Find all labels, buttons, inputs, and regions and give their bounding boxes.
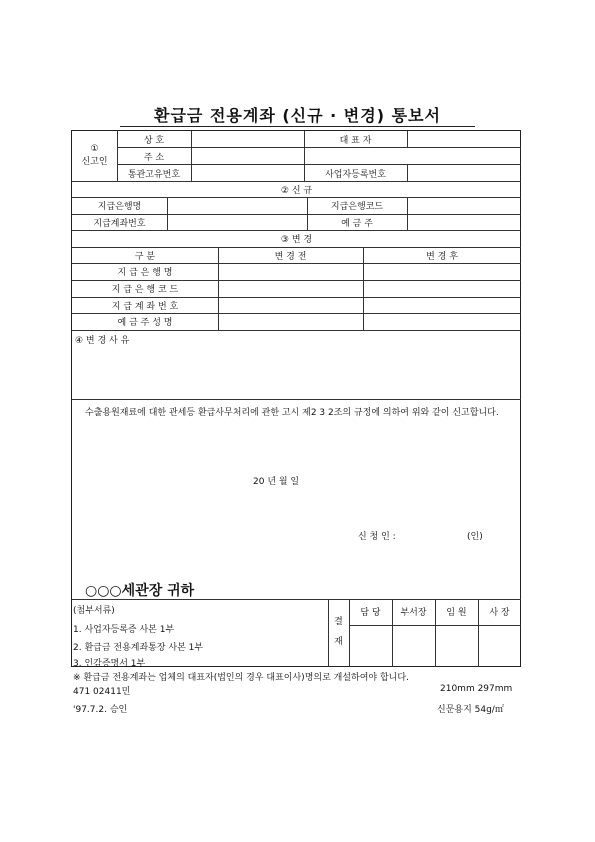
new-section-header: ② 신 규 (280, 185, 313, 196)
addressee: ○○○세관장 귀하 (85, 583, 195, 599)
paper-size: 210mm 297mm (440, 684, 513, 694)
approval-label (328, 598, 349, 666)
declaration-text: 수출용원재료에 대한 관세등 환급사무처리에 관한 고시 제2 3 2조의 규정에 의하여 위와 같이 신고합니다. (85, 408, 499, 418)
bank-code-label: 지급은행코드 (330, 202, 384, 212)
depositor-label: 예 금 주 (341, 218, 373, 229)
approval-col-president: 사 장 (489, 607, 510, 618)
address-label: 주 소 (143, 152, 165, 163)
customs-code-label: 통관고유번호 (127, 169, 181, 180)
change-row-label: 지 급 은 행 코 드 (111, 285, 179, 295)
bank-name-value[interactable] (167, 197, 307, 214)
attachment-item: 1. 사업자등록증 사본 1부 (73, 625, 175, 635)
approval-label-line: 재 (334, 637, 343, 647)
section-title: 신고인 (81, 157, 108, 167)
section-number: ① (90, 144, 99, 154)
date-line: 20 년 월 일 (253, 477, 300, 487)
depositor-value[interactable] (407, 214, 521, 230)
account-no-label: 지급계좌번호 (93, 218, 146, 229)
attachments-header: (첨부서류) (73, 606, 115, 616)
col-after: 변 경 후 (426, 251, 458, 262)
company-value[interactable] (191, 131, 304, 147)
col-before: 변 경 전 (274, 251, 307, 262)
business-reg-label: 사업자등록번호 (325, 169, 386, 180)
form-title: 환급금 전용계좌 (신규 · 변경) 통보서 (154, 106, 441, 125)
seal-label: (인) (467, 532, 483, 542)
change-section-header: ③ 변 경 (280, 235, 313, 245)
approval-label-line: 결 (334, 617, 343, 627)
change-row-label: 지 급 계 좌 번 호 (111, 301, 179, 312)
change-row-label: 예 금 주 성 명 (117, 318, 173, 328)
attachment-item: 2. 환급금 전용계좌통장 사본 1부 (73, 643, 204, 653)
reporter-section-label (72, 131, 117, 181)
customs-code-value[interactable] (191, 165, 304, 181)
reason-label: ④ 변 경 사 유 (75, 336, 130, 346)
approval-date: '97.7.2. 승인 (73, 705, 128, 715)
bank-code-value[interactable] (407, 197, 521, 214)
business-reg-value[interactable] (407, 165, 521, 181)
approval-sign-box[interactable] (478, 625, 521, 666)
approval-sign-box[interactable] (435, 625, 478, 666)
representative-value[interactable] (407, 131, 521, 147)
approval-sign-box[interactable] (349, 625, 392, 666)
account-no-value[interactable] (167, 214, 307, 230)
approval-col-staff: 담 당 (360, 607, 381, 618)
representative-label: 대 표 자 (339, 135, 372, 146)
address-value[interactable] (191, 148, 521, 164)
col-category: 구 분 (134, 251, 156, 262)
change-row-label: 지 급 은 행 명 (117, 268, 173, 278)
approval-sign-box[interactable] (392, 625, 435, 666)
title-underline (120, 126, 475, 127)
approval-col-manager: 부서장 (400, 607, 427, 618)
form-number: 471 02411민 (73, 687, 131, 697)
footer-note: ※ 환급금 전용계좌는 업체의 대표자(법인의 경우 대표이사)명의로 개설하여야 합니다. (73, 673, 409, 683)
approval-col-executive: 임 원 (446, 607, 467, 618)
paper-type: 신문용지 54g/㎡ (437, 705, 504, 715)
applicant-label: 신 청 인 : (358, 532, 396, 542)
bank-name-label: 지급은행명 (97, 202, 142, 212)
attachment-item: 3. 인감증명서 1부 (73, 659, 146, 669)
company-label: 상 호 (143, 135, 165, 146)
